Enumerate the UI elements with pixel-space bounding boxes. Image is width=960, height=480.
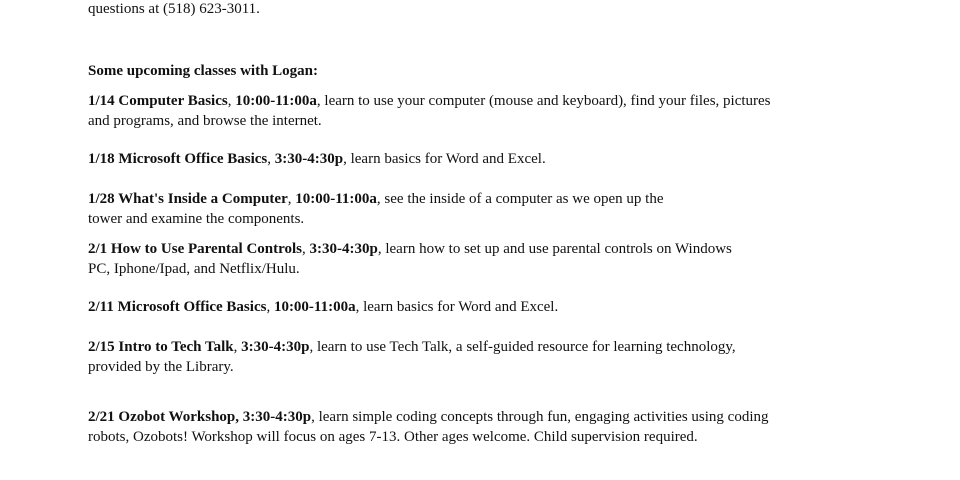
class-entry	[88, 297, 558, 317]
class-separator: ,	[267, 151, 275, 167]
class-time: 10:00-11:00a	[273, 299, 356, 315]
class-time: 10:00-11:00a	[295, 191, 377, 207]
section-heading: Some upcoming classes with Logan:	[88, 63, 319, 79]
class-entry-line1	[88, 297, 558, 317]
class-title: 1/18 Microsoft Office Basics	[88, 151, 268, 167]
class-entry-line2: provided by the Library.	[88, 359, 234, 375]
class-entry-line2: robots, Ozobots! Workshop will focus on ages 7-13. Other ages welcome. Child supervision required.	[88, 429, 698, 445]
class-description: , see the inside of a computer as we open up the	[376, 191, 664, 207]
class-entry	[88, 239, 732, 279]
class-entry	[88, 407, 769, 447]
class-entry-line1	[88, 189, 664, 209]
class-entry-line1	[88, 149, 546, 169]
class-entry-line1	[88, 407, 769, 427]
class-separator: ,	[302, 241, 310, 257]
class-description: , learn to use your computer (mouse and keyboard), find your files, pictures	[316, 93, 771, 109]
class-entry-line1	[88, 239, 732, 259]
class-time: 3:30-4:30p	[242, 409, 312, 425]
class-description: , learn to use Tech Talk, a self-guided resource for learning technology,	[309, 339, 736, 355]
class-entry	[88, 189, 664, 229]
class-title: 2/11 Microsoft Office Basics	[88, 299, 267, 315]
class-entry	[88, 91, 771, 131]
contact-phone-line: questions at (518) 623-3011.	[88, 1, 260, 17]
class-separator: ,	[233, 339, 242, 355]
class-entry-line1	[88, 91, 771, 111]
class-time: 3:30-4:30p	[309, 241, 378, 257]
class-entry-line2: and programs, and browse the internet.	[88, 113, 322, 129]
class-title: 1/28 What's Inside a Computer	[88, 191, 288, 207]
class-description: , learn simple coding concepts through fun, engaging activities using coding	[311, 409, 769, 425]
class-description: , learn how to set up and use parental controls on Windows	[377, 241, 732, 257]
class-time: 3:30-4:30p	[274, 151, 344, 167]
class-title: 2/21 Ozobot Workshop,	[88, 409, 243, 425]
class-entry-line2: PC, Iphone/Ipad, and Netflix/Hulu.	[88, 261, 300, 277]
class-entry	[88, 337, 736, 377]
class-description: , learn basics for Word and Excel.	[343, 151, 546, 167]
class-separator: ,	[287, 191, 296, 207]
class-description: , learn basics for Word and Excel.	[355, 299, 559, 315]
class-title: 1/14 Computer Basics	[88, 93, 228, 109]
class-entry-line1	[88, 337, 736, 357]
class-time: 3:30-4:30p	[241, 339, 310, 355]
class-time: 10:00-11:00a	[235, 93, 317, 109]
class-entry	[88, 149, 546, 169]
class-entry-line2: tower and examine the components.	[88, 211, 305, 227]
class-separator: ,	[227, 93, 236, 109]
class-title: 2/1 How to Use Parental Controls	[88, 241, 303, 257]
class-separator: ,	[266, 299, 274, 315]
class-title: 2/15 Intro to Tech Talk	[88, 339, 234, 355]
